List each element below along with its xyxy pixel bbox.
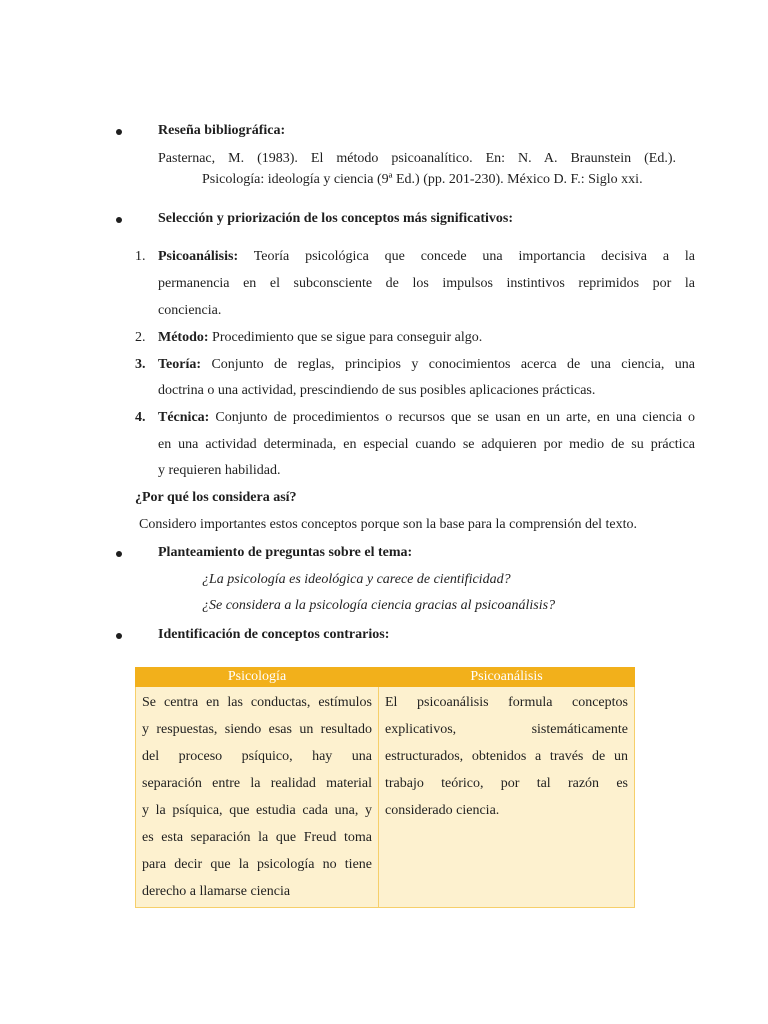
list-item-tecnica-line-3: y requieren habilidad.	[158, 463, 281, 478]
cell-line: para decir que la psicología no tiene	[142, 857, 372, 872]
cell-line: El psicoanálisis formula conceptos	[385, 695, 628, 710]
cell-line: es esta separación la que Freud toma	[142, 830, 372, 845]
list-item-psicoanalisis-line-1	[158, 249, 695, 265]
term-label: Psicoanálisis:	[158, 249, 239, 264]
table-row	[136, 687, 635, 908]
cell-line: separación entre la realidad material	[142, 776, 372, 791]
list-item-tecnica-line-2: en una actividad determinada, en especial cuando se adquieren por medio de su práctica	[158, 437, 695, 452]
list-item-psicoanalisis-line-3: conciencia.	[158, 303, 222, 318]
preguntas-heading: Planteamiento de preguntas sobre el tema:	[158, 545, 413, 560]
term-label: Teoría:	[158, 357, 202, 372]
table-header-row	[136, 668, 635, 687]
cell-line: explicativos, sistemáticamente	[385, 722, 628, 737]
list-item-tecnica-line-1	[158, 410, 695, 426]
definition-text: Conjunto de reglas, principios y conocimientos acerca de una ciencia, una	[211, 357, 695, 372]
cell-psicologia	[136, 687, 379, 908]
cell-line: trabajo teórico, por tal razón es	[385, 776, 628, 791]
list-item-psicoanalisis-line-2: permanencia en el subconsciente de los impulsos instintivos reprimidos por la	[158, 276, 695, 291]
definition-text: Teoría psicológica que concede una importancia decisiva a la	[253, 249, 695, 264]
term-label: Método:	[158, 330, 209, 345]
list-number: 1.	[135, 249, 146, 264]
list-item-teoria-line-1	[158, 357, 695, 373]
term-label: Técnica:	[158, 410, 210, 425]
contrary-concepts-table	[135, 667, 635, 908]
contrarios-heading: Identificación de conceptos contrarios:	[158, 627, 390, 642]
column-header-psicoanalisis: Psicoanálisis	[379, 668, 635, 687]
bullet-dot	[116, 217, 122, 223]
bullet-dot	[116, 633, 122, 639]
citation-line-1: Pasternac, M. (1983). El método psicoanalítico. En: N. A. Braunstein (Ed.).	[158, 151, 676, 166]
cell-line: derecho a llamarse ciencia	[142, 884, 291, 899]
citation-line-2: Psicología: ideología y ciencia (9ª Ed.) (pp. 201-230). México D. F.: Siglo xxi.	[202, 172, 643, 187]
definition-text: Conjunto de procedimientos o recursos que se usan en un arte, en una ciencia o	[215, 410, 695, 425]
question-2: ¿Se considera a la psicología ciencia gracias al psicoanálisis?	[202, 598, 556, 613]
bullet-dot	[116, 551, 122, 557]
cell-line: del proceso psíquico, hay una	[142, 749, 372, 764]
cell-line: estructurados, obtenidos a través de un	[385, 749, 628, 764]
cell-line: y respuestas, siendo esas un resultado	[142, 722, 372, 737]
why-heading: ¿Por qué los considera así?	[135, 490, 297, 505]
resena-heading: Reseña bibliográfica:	[158, 123, 286, 138]
cell-line: y la psíquica, que estudia cada una, y	[142, 803, 372, 818]
seleccion-heading: Selección y priorización de los conceptos más significativos:	[158, 211, 514, 226]
cell-line: considerado ciencia.	[385, 803, 500, 818]
question-1: ¿La psicología es ideológica y carece de cientificidad?	[202, 572, 511, 587]
list-number: 3.	[135, 357, 146, 372]
cell-psicoanalisis	[379, 687, 635, 908]
list-item-teoria-line-2: doctrina o una actividad, prescindiendo de sus posibles aplicaciones prácticas.	[158, 383, 596, 398]
definition-text: Procedimiento que se sigue para conseguir algo.	[212, 330, 483, 345]
why-text: Considero importantes estos conceptos porque son la base para la comprensión del texto.	[139, 517, 638, 532]
list-number: 2.	[135, 330, 146, 345]
cell-line: Se centra en las conductas, estímulos	[142, 695, 372, 710]
list-item-metodo	[158, 330, 482, 346]
list-number: 4.	[135, 410, 146, 425]
column-header-psicologia: Psicología	[136, 668, 379, 687]
bullet-dot	[116, 129, 122, 135]
